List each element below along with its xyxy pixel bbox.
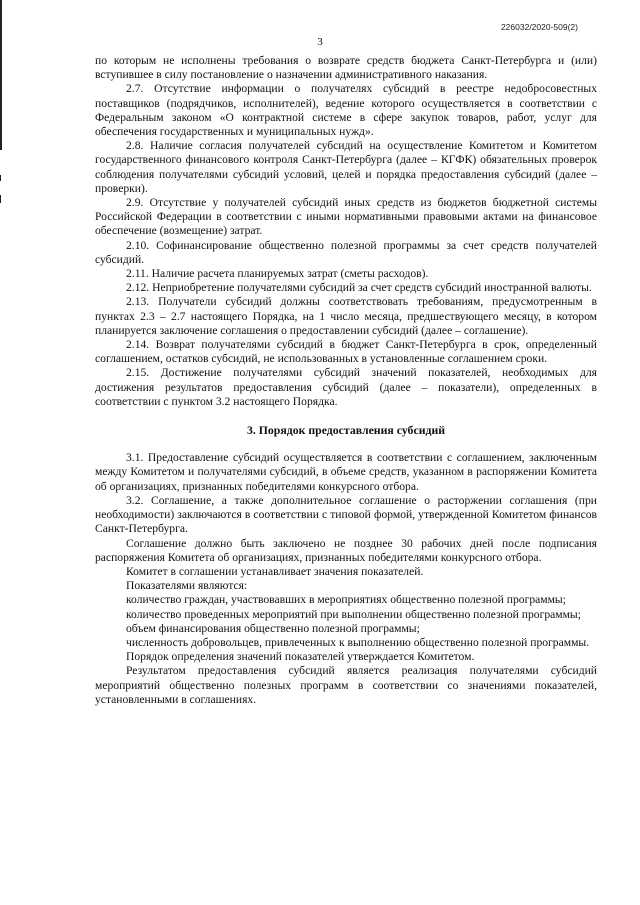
paragraph: Показателями являются: xyxy=(126,579,248,593)
paragraph: 2.8. Наличие согласия получателей субсидий на осуществление Комитетом и Комитетом государственного финансового контроля Санкт-Петербурга (далее – КГФК) обязательных проверок соблюдения получателями субсидий условий, целей и порядка предоставления субсидий (далее – проверки). xyxy=(95,139,597,195)
scan-edge-mark xyxy=(0,175,1,181)
paragraph: 2.9. Отсутствие у получателей субсидий иных средств из бюджетов бюджетной системы Российской Федерации в соответствии с иными нормативными правовыми актами на финансовое обеспечение (возмещение) затрат. xyxy=(95,196,597,238)
paragraph: 3.2. Соглашение, а также дополнительное соглашение о расторжении соглашения (при необходимости) заключаются в соответствии с типовой формой, утвержденной Комитетом финансов Санкт-Петербурга. xyxy=(95,493,597,536)
document-body xyxy=(95,54,597,707)
paragraph: 2.15. Достижение получателями субсидий значений показателей, необходимых для достижения результатов предоставления субсидий (далее – показатели), определенных в соответствии с пунктом 3.2 настоящего Порядка. xyxy=(95,366,597,408)
scan-edge-mark xyxy=(0,195,1,203)
paragraph: по которым не исполнены требования о возврате средств бюджета Санкт-Петербурга и (или) вступившее в силу постановление о назначении административного наказания. xyxy=(95,54,597,82)
paragraph: Результатом предоставления субсидий является реализация получателями субсидий мероприятий общественно полезных программ в соответствии со значениями показателей, установленными в соглашениях. xyxy=(95,664,597,706)
paragraph: 2.12. Неприобретение получателями субсидий за счет средств субсидий иностранной валюты. xyxy=(126,281,592,295)
paragraph: 3.1. Предоставление субсидий осуществляется в соответствии с соглашением, заключенным между Комитетом и получателями субсидий, в объеме средств, указанном в распоряжении Комитета об организациях, признанных победителями конкурсного отбора. xyxy=(95,451,597,493)
list-item: объем финансирования общественно полезной программы; xyxy=(126,621,420,635)
paragraph: 2.13. Получатели субсидий должны соответствовать требованиям, предусмотренным в пунктах 2.3 – 2.7 настоящего Порядка, на 1 число месяца, предшествующего месяцу, в котором планируется заключение соглашения о предоставлении субсидий (далее – соглашение). xyxy=(95,295,597,337)
paragraph: 2.11. Наличие расчета планируемых затрат (сметы расходов). xyxy=(126,267,429,281)
section-heading: 3. Порядок предоставления субсидий xyxy=(246,423,446,438)
document-id: 226032/2020-509(2) xyxy=(500,22,578,32)
scan-edge-mark xyxy=(0,0,2,150)
paragraph: Порядок определения значений показателей утверждается Комитетом. xyxy=(126,650,475,664)
paragraph: 2.14. Возврат получателями субсидий в бюджет Санкт-Петербурга в срок, определенный соглашением, остатков субсидий, не использованных в установленные соглашением сроки. xyxy=(95,338,597,366)
paragraph: 2.7. Отсутствие информации о получателях субсидий в реестре недобросовестных поставщиков (подрядчиков, исполнителей), ведение которого осуществляется в соответствии с Федеральным законом «О контрактной системе в сфере закупок товаров, работ, услуг для обеспечения государственных и муниципальных нужд». xyxy=(95,82,597,139)
list-item: численность добровольцев, привлеченных к выполнению общественно полезной программы. xyxy=(126,635,590,649)
paragraph: 2.10. Софинансирование общественно полезной программы за счет средств получателей субсидий. xyxy=(95,238,597,266)
paragraph: Соглашение должно быть заключено не позднее 30 рабочих дней после подписания распоряжения Комитета об организациях, признанных победителями конкурсного отбора. xyxy=(95,536,597,564)
page-number: 3 xyxy=(317,36,323,48)
paragraph: Комитет в соглашении устанавливает значения показателей. xyxy=(126,564,424,578)
list-item: количество проведенных мероприятий при выполнении общественно полезной программы; xyxy=(126,607,581,621)
list-item: количество граждан, участвовавших в мероприятиях общественно полезной программы; xyxy=(126,593,566,607)
